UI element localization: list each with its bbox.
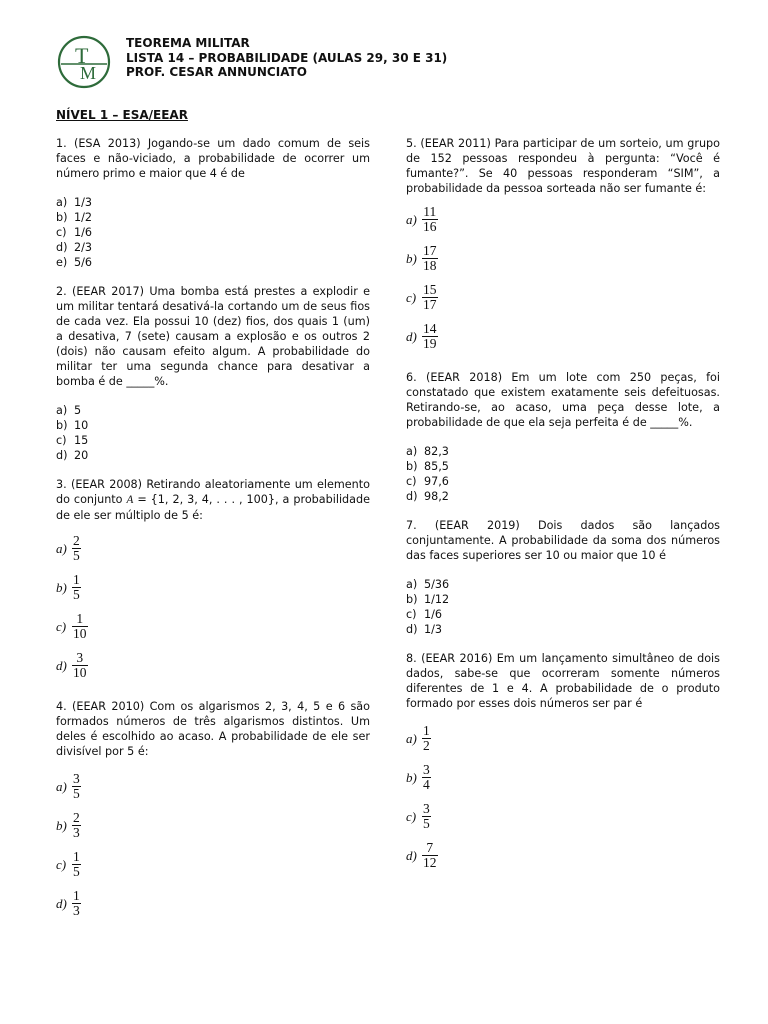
option: b) 1/12 (406, 593, 450, 606)
question-3-text: 3. (EEAR 2008) Retirando aleatoriamente um elemento do conjunto A = {1, 2, 3, 4, . . . , 100}, a probabilidade de ele ser múltiplo de 5 é: (56, 478, 371, 522)
option: c) $\frac{3}{5}$ (406, 801, 430, 831)
question-6-text: 6. (EEAR 2018) Em um lote com 250 peças, foi constatado que existem exatamente seis defeituosas. Retirando-se, ao acaso, uma peça desse lote, a probabilidade de que ela seja perfeita é de _____%. (406, 371, 720, 429)
option: d) $\frac{14}{19}$ (406, 321, 437, 351)
option: d) 20 (56, 449, 89, 462)
option: c) 1/6 (56, 226, 93, 239)
option: d) $\frac{7}{12}$ (406, 840, 437, 870)
option: b) $\frac{17}{18}$ (406, 243, 437, 273)
option: a) 1/3 (56, 196, 93, 209)
question-4 (56, 699, 370, 923)
question-8 (406, 651, 720, 875)
header-professor: PROF. CESAR ANNUNCIATO (126, 65, 307, 79)
question-4-text: 4. (EEAR 2010) Com os algarismos 2, 3, 4, 5 e 6 são formados números de três algarismos distintos. Um deles é escolhido ao acaso. A probabilidade de ele ser divisível por 5 é: (56, 700, 370, 758)
question-2-text: 2. (EEAR 2017) Uma bomba está prestes a explodir e um militar tentará desativá-la cortando um de seus fios de cada vez. Ela possui 10 (dez) fios, dos quais 1 (um) a desativa, 7 (sete) causam a explosão e os outros 2 (dois) não causam efeito algum. A probabilidade do militar ter uma segunda chance para desativar a bomba é de _____%. (56, 285, 370, 388)
option: c) 1/6 (406, 608, 443, 621)
option: a) 5 (56, 404, 82, 417)
question-1-options (56, 195, 370, 270)
question-8-text: 8. (EEAR 2016) Em um lançamento simultâneo de dois dados, sabe-se que ocorreram somente números diferentes de 1 e 4. A probabilidade de o produto formado por esses dois números ser par é (406, 652, 720, 710)
question-5-options (406, 200, 720, 356)
left-column (56, 136, 370, 937)
question-5 (406, 136, 720, 356)
level-title: NÍVEL 1 – ESA/EEAR (56, 108, 188, 122)
option: a) $\frac{2}{5}$ (56, 533, 80, 563)
option: c) $\frac{1}{10}$ (56, 611, 87, 641)
question-8-options (406, 719, 720, 875)
option: c) $\frac{15}{17}$ (406, 282, 437, 312)
question-2 (56, 284, 370, 463)
option: d) 1/3 (406, 623, 443, 636)
option: a) $\frac{3}{5}$ (56, 771, 80, 801)
option: c) 15 (56, 434, 89, 447)
option: b) $\frac{1}{5}$ (56, 572, 80, 602)
option: a) $\frac{1}{2}$ (406, 723, 430, 753)
question-3 (56, 477, 370, 685)
option: d) 98,2 (406, 490, 449, 503)
teorema-militar-logo (56, 34, 112, 90)
option: a) 82,3 (406, 445, 449, 458)
option: a) $\frac{11}{16}$ (406, 204, 437, 234)
option: c) 97,6 (406, 475, 449, 488)
option: b) 1/2 (56, 211, 93, 224)
question-4-options (56, 767, 370, 923)
question-1-text: 1. (ESA 2013) Jogando-se um dado comum de seis faces e não-viciado, a probabilidade de ocorrer um número primo e maior que 4 é de (56, 137, 370, 180)
question-6-options (406, 444, 720, 504)
option: b) 10 (56, 419, 89, 432)
question-1 (56, 136, 370, 270)
option: c) $\frac{1}{5}$ (56, 849, 80, 879)
option: b) 85,5 (406, 460, 449, 473)
question-3-options (56, 529, 370, 685)
question-2-options (56, 403, 370, 463)
option: d) $\frac{3}{10}$ (56, 650, 87, 680)
question-6 (406, 370, 720, 504)
question-7 (406, 518, 720, 637)
question-5-text: 5. (EEAR 2011) Para participar de um sorteio, um grupo de 152 pessoas respondeu à pergunta: “Você é fumante?”. Se 40 pessoas responderam “SIM”, a probabilidade da pessoa sorteada não ser fumante é: (406, 137, 720, 195)
option: b) $\frac{2}{3}$ (56, 810, 80, 840)
header-title: TEOREMA MILITAR (126, 36, 250, 50)
option: e) 5/6 (56, 256, 93, 269)
option: d) 2/3 (56, 241, 93, 254)
right-column (406, 136, 720, 889)
header-list-title: LISTA 14 – PROBABILIDADE (AULAS 29, 30 E 31) (126, 50, 448, 65)
option: a) 5/36 (406, 578, 450, 591)
question-7-text: 7. (EEAR 2019) Dois dados são lançados conjuntamente. A probabilidade da soma dos números das faces superiores ser 10 ou maior que 10 é (406, 519, 720, 562)
svg-text:M: M (80, 63, 97, 83)
question-7-options (406, 577, 720, 637)
option: d) $\frac{1}{3}$ (56, 888, 80, 918)
svg-text:T: T (75, 43, 89, 68)
header-text (126, 36, 447, 80)
option: b) $\frac{3}{4}$ (406, 762, 430, 792)
